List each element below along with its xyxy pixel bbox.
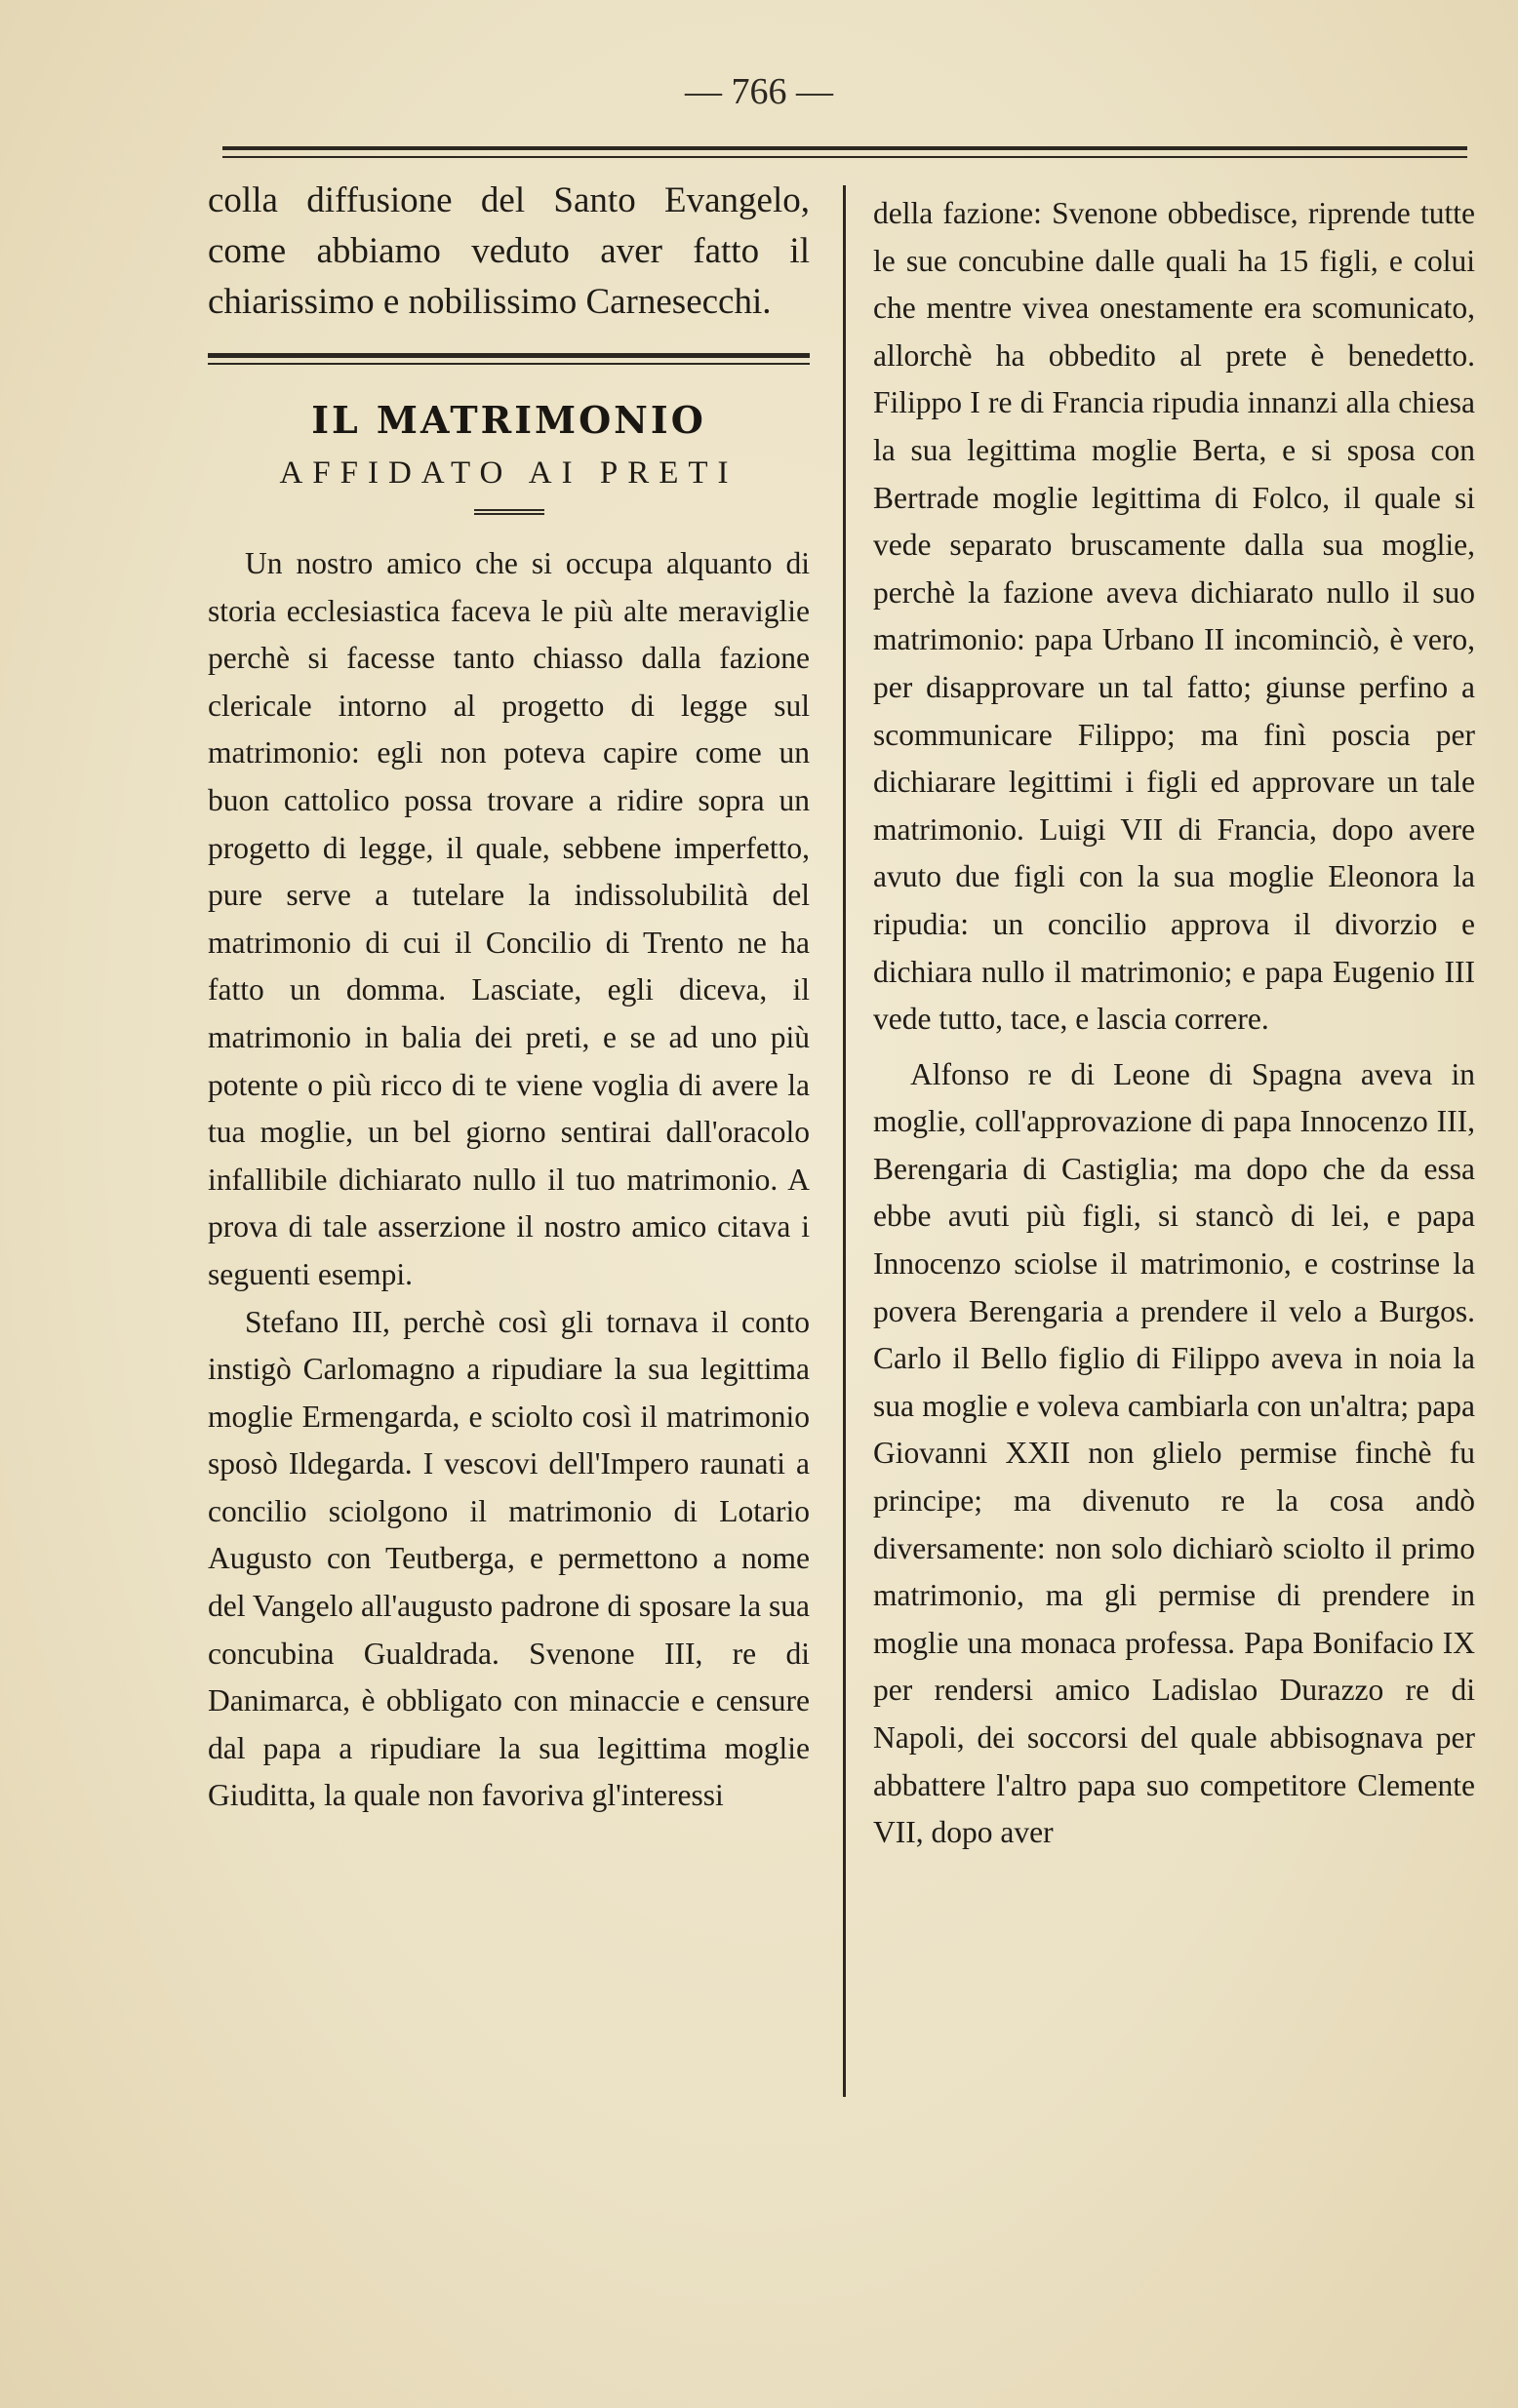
header-rule xyxy=(222,146,1467,158)
column-divider xyxy=(843,185,846,2097)
page-number: — 766 — xyxy=(685,71,833,112)
opening-text: colla diffusione del Santo Evangelo, come abbiamo veduto aver fatto il chiarissimo e nobilissimo Carnesecchi. xyxy=(208,180,810,322)
article-subtitle: AFFIDATO AI PRETI xyxy=(279,455,739,491)
right-paragraph-1: della fazione: Svenone obbedisce, riprende tutte le sue concubine dalle quali ha 15 figli, e colui che mentre vivea onestamente era scomunicato, allorchè ha obbedito al prete è benedetto. Filippo I re di Francia ripudia innanzi alla chiesa la sua legittima moglie Berta, e si sposa con Bertrade moglie legittima di Folco, il quale si vede separato bruscamente dalla sua moglie, perchè la fazione aveva dichiarato nullo il suo matrimonio: papa Urbano II incominciò, è vero, per disapprovare un tal fatto; giunse perfino a scommunicare Filippo; ma finì poscia per dichiarare legittimi i figli ed approvare un tale matrimonio. Luigi VII di Francia, dopo avere avuto due figli con la sua moglie Eleonora la ripudia: un concilio approva il divorzio e dichiara nullo il matrimonio; e papa Eugenio III vede tutto, tace, e lascia correre. xyxy=(873,196,1475,1037)
left-column xyxy=(208,176,810,1820)
section-rule xyxy=(208,353,810,365)
left-paragraph-2: Stefano III, perchè così gli tornava il conto instigò Carlomagno a ripudiare la sua legittima moglie Ermengarda, e sciolto così il matrimonio sposò Ildegarda. I vescovi dell'Impero raunati a concilio sciolgono il matrimonio di Lotario Augusto con Teutberga, e permettono a nome del Vangelo all'augusto padrone di sposare la sua concubina Gualdrada. Svenone III, re di Danimarca, è obbligato con minaccie e censure dal papa a ripudiare la sua legittima moglie Giuditta, la quale non favoriva gl'interessi xyxy=(208,1304,810,1813)
left-paragraph-1: Un nostro amico che si occupa alquanto di storia ecclesiastica faceva le più alte meraviglie perchè si facesse tanto chiasso dalla fazione clericale intorno al progetto di legge sul matrimonio: egli non poteva capire come un buon cattolico possa trovare a ridire sopra un progetto di legge, il quale, sebbene imperfetto, pure serve a tutelare la indissolubilità del matrimonio di cui il Concilio di Trento ne ha fatto un domma. Lasciate, egli diceva, il matrimonio in balia dei preti, e se ad uno più potente o più ricco di te viene voglia di avere la tua moglie, un bel giorno sentirai dall'oracolo infallibile dichiarato nullo il tuo matrimonio. A prova di tale asserzione il nostro amico citava i seguenti esempi. xyxy=(208,546,810,1291)
right-paragraph-2: Alfonso re di Leone di Spagna aveva in moglie, coll'approvazione di papa Innocenzo III, Berengaria di Castiglia; ma dopo che da essa ebbe avuti più figli, si stancò di lei, e papa Innocenzo sciolse il matrimonio, e costrinse la povera Berengaria a prendere il velo a Burgos. Carlo il Bello figlio di Filippo aveva in noia la sua moglie e voleva cambiarla con un'altra; papa Giovanni XXII non glielo permise finchè fu principe; ma divenuto re la cosa andò diversamente: non solo dichiarò sciolto il primo matrimonio, ma gli permise di prendere in moglie una monaca professa. Papa Bonifacio IX per rendersi amico Ladislao Durazzo re di Napoli, dei soccorsi del quale abbisognava per abbattere l'altro papa suo competitore Clemente VII, dopo aver xyxy=(873,1056,1475,1850)
title-rule xyxy=(474,509,544,515)
right-column xyxy=(873,190,1475,1857)
article-title: IL MATRIMONIO xyxy=(311,398,706,442)
